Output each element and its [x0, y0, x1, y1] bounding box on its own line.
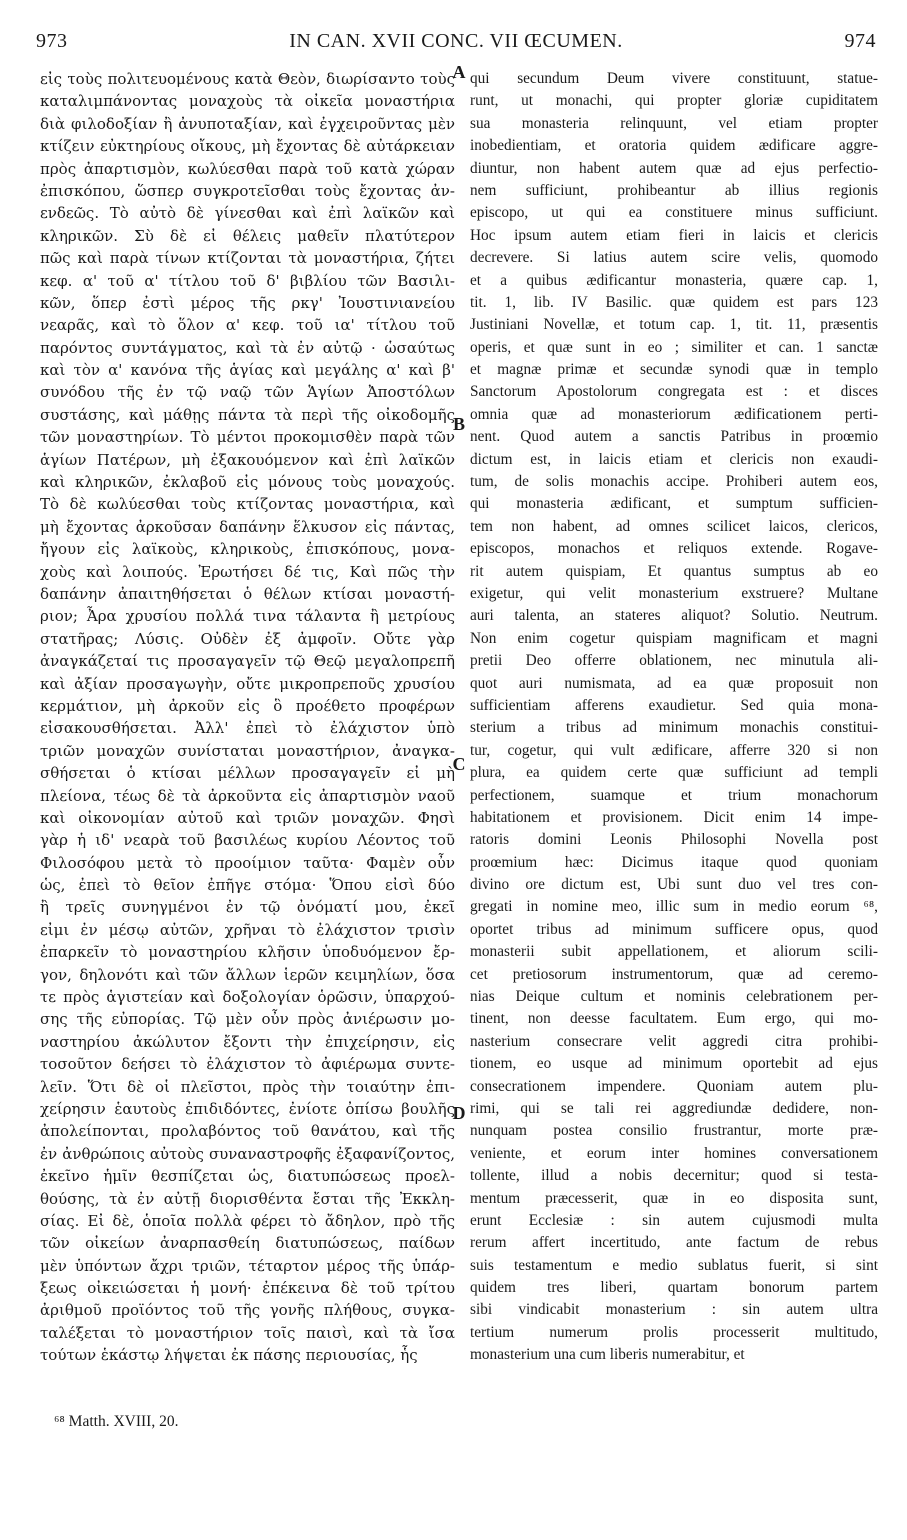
latin-text-line: Non enim cogetur quispiam magnificam et magni: [470, 629, 878, 647]
greek-text-line: ἐκεῖνο ἡμῖν θεσπίζεται ὡς, διατυπώσεως προελ-: [40, 1167, 455, 1186]
latin-text-line: sterium a tribus ad minimum monachis constitui-: [470, 719, 878, 737]
latin-text-line: tinent, non deesse facultatem. Eum ergo, qui mo-: [470, 1010, 878, 1028]
greek-text-line: ξεως οἰκειώσεται ἡ μονή· ἐπέκεινα δὲ τοῦ τρίτου: [40, 1279, 455, 1298]
latin-text-line: mentum præcesserit, quæ in eo disposita sunt,: [470, 1189, 878, 1207]
greek-text-line: ναστηρίου ἀκώλυτον ἔξοντι τὴν ἐπιχείρησιν, εἰς: [40, 1032, 455, 1051]
greek-text-line: διὰ φιλοδοξίαν ἢ ἀνυποταξίαν, καὶ ἐγχειροῦντας μὲν: [40, 114, 455, 133]
latin-text-line: Hoc ipsum autem etiam fieri in laicis et clericis: [470, 226, 878, 244]
latin-text-line: auri talenta, an stateres aliquot? Solutio. Neutrum.: [470, 607, 878, 625]
latin-text-line: quidem tres liberi, quartam bonorum partem: [470, 1279, 878, 1297]
greek-text-line: κληρικῶν. Σὺ δὲ εἰ θέλεις μαθεῖν πλατύτερον: [40, 226, 455, 245]
greek-text-line: σης τῆς εὐπορίας. Τῷ μὲν οὖν πρὸς ἀνιέρωσιν μο-: [40, 1010, 455, 1029]
latin-text-line: operis, et quæ sunt in eo ; similiter et can. 1 sanctæ: [470, 338, 878, 356]
latin-text-line: sufficientiam afferens exaudietur. Sed quia mona-: [470, 696, 878, 714]
greek-text-line: καὶ κληρικῶν, ἐκλαβοῦ εἰς μόνους τοὺς μοναχούς.: [40, 473, 455, 492]
latin-text-line: monasterii subit appellationem, et aliorum scili-: [470, 943, 878, 961]
greek-text-column: [40, 68, 455, 1367]
latin-text-line: consecrationem impendere. Quoniam autem plu-: [470, 1077, 878, 1095]
greek-text-line: στατῆρας; Λύσις. Οὐδὲν ἐξ ἀμφοῖν. Οὔτε γὰρ: [40, 629, 455, 648]
latin-text-line: gregati in nomine meo, illic sum in medio eorum ⁶⁸,: [470, 898, 878, 916]
latin-text-line: tertium numerum prolis processerit multitudo,: [470, 1323, 878, 1341]
greek-text-line: τοσοῦτον δεήσει τὸ ἐλάχιστον τὸ ἀφιέρωμα συντε-: [40, 1055, 455, 1074]
greek-text-line: πλείονα, τέως δὲ τὰ ἀρκοῦντα εἰς ἀπαρτισμὸν ναοῦ: [40, 786, 455, 805]
latin-text-line: tionem, eo usque ad minimum oportebit ad ejus: [470, 1055, 878, 1073]
greek-text-line: χείρησιν ἑαυτοὺς ἐπιδιδόντες, ἐνίοτε ὀπίσω βουλῆς: [40, 1099, 455, 1118]
greek-text-line: τε πρὸς ἁγιστείαν καὶ δοξολογίαν ὁρῶσιν, ὑπαρχού-: [40, 988, 455, 1007]
latin-text-line: inobedientiam, et oratoria quidem ædificare aggre-: [470, 137, 878, 155]
latin-text-line: tur, cogetur, qui vult ædificare, afferre 320 si non: [470, 741, 878, 759]
latin-text-line: suis testamentum e medio sublatus fuerit, si sint: [470, 1256, 878, 1274]
section-marker: D: [452, 1103, 466, 1123]
greek-text-line: καταλιμπάνοντας μοναχοὺς τὰ οἰκεῖα μοναστήρια: [40, 92, 455, 111]
latin-text-column: [470, 68, 878, 1367]
latin-text-line: oportet tribus ad minimum sufficere opus, quod: [470, 920, 878, 938]
greek-text-line: σίας. Εἰ δὲ, ὁποῖα πολλὰ φέρει τὸ ἄδηλον, πρὸ τῆς: [40, 1211, 455, 1230]
latin-text-line: erunt Ecclesiæ : sin autem cujusmodi multa: [470, 1211, 878, 1229]
latin-text-line: plura, ea quidem certe quæ sufficiunt ad templi: [470, 764, 878, 782]
greek-text-line: πρὸς ἀπαρτισμὸν, κωλύεσθαι παρὰ τοῦ κατὰ χώραν: [40, 159, 455, 178]
greek-text-line: χοὺς καὶ λοιπούς. Ἐρωτήσει δέ τις, Καὶ πῶς τὴν: [40, 562, 455, 581]
latin-text-line: rit autem quispiam, Et quantus sumptus ab eo: [470, 562, 878, 580]
latin-text-line: veniente, et eorum inter homines conversationem: [470, 1144, 878, 1162]
greek-text-line: Τὸ δὲ κωλύεσθαι τοὺς κτίζοντας μοναστήρια, καὶ: [40, 495, 455, 514]
latin-text-line: cet pretiosorum instrumentorum, quæ ad ceremo-: [470, 965, 878, 983]
greek-text-line: γον, δηλονότι καὶ τῶν ἄλλων ἱερῶν κειμηλίων, ὅσα: [40, 965, 455, 984]
greek-text-line: εἰμι ἐν μέσῳ αὐτῶν, χρῆναι τὸ ἐλάχιστον τρισὶν: [40, 920, 455, 939]
greek-text-line: ἢ τρεῖς συνηγμένοι ἐν τῷ ὀνόματί μου, ἐκεῖ: [40, 898, 455, 917]
latin-text-line: tem non habent, ad omnes scilicet laicos, clericos,: [470, 517, 878, 535]
greek-text-line: νεαρᾶς, καὶ τὸ ὅλον α' κεφ. τοῦ ια' τίτλου τοῦ: [40, 316, 455, 335]
greek-text-line: ταλέξεται τὸ μοναστήριον τοῖς παισὶ, καὶ τὰ ἴσα: [40, 1323, 455, 1342]
greek-text-line: τῶν μοναστηρίων. Τὸ μέντοι προκομισθὲν παρὰ τῶν: [40, 428, 455, 447]
latin-text-line: monasterium una cum liberis numerabitur, et: [470, 1346, 745, 1364]
latin-text-line: nias Deique cultum et nominis celebrationem per-: [470, 988, 878, 1006]
greek-text-line: εἰσακουσθήσεται. Ἀλλ' ἐπεὶ τὸ ἐλάχιστον ὑπὸ: [40, 719, 455, 738]
greek-text-line: τούτων ἑκάστῳ λήψεται ἐκ πάσης περιουσίας, ἧς: [40, 1346, 418, 1365]
latin-text-line: exigetur, qui velit monasterium exstruere? Multane: [470, 584, 878, 602]
greek-text-line: ἐπαρκεῖν τὸ μοναστηρίου κλῆσιν ὑποδυόμενον ἔρ-: [40, 943, 455, 962]
greek-text-line: τῶν οἰκείων ἀναρπασθείη διατυπώσεως, παίδων: [40, 1234, 455, 1253]
latin-text-line: diuntur, non habent autem quæ ad ejus perfectio-: [470, 159, 878, 177]
greek-text-line: κῶν, ὅπερ ἐστὶ μέρος τῆς ρκγ' Ἰουστινιανείου: [40, 293, 455, 312]
greek-text-line: ἀναγκάζεταί τις προσαγαγεῖν τῷ Θεῷ μεγαλοπρεπῆ: [40, 652, 455, 671]
greek-text-line: τριῶν μοναχῶν συνίσταται μοναστήριον, ἀναγκα-: [40, 741, 455, 760]
greek-text-line: μὲν ὑπόντων ἄχρι τριῶν, τέταρτον μέρος τῆς ὑπάρ-: [40, 1256, 455, 1275]
greek-text-line: κεφ. α' τοῦ α' τίτλου τοῦ δ' βιβλίου τῶν Βασιλι-: [40, 271, 455, 290]
greek-text-line: ὡς, ἐπεὶ τὸ θεῖον ἐπῆγε στόμα· Ὅπου εἰσὶ δύο: [40, 876, 455, 895]
page-number-right: 974: [844, 30, 876, 52]
footnote: ⁶⁸ Matth. XVIII, 20.: [54, 1413, 179, 1430]
latin-text-line: nem sufficiunt, prohibeantur ab illius regionis: [470, 181, 878, 199]
greek-text-line: ἀπολείπονται, προλαβόντος τοῦ θανάτου, καὶ τῆς: [40, 1122, 455, 1141]
greek-text-line: συνόδου τῆς ἐν τῷ ναῷ τῶν Ἁγίων Ἀποστόλων: [40, 383, 455, 402]
latin-text-line: tollente, illud a nobis decernitur; quod si testa-: [470, 1167, 878, 1185]
latin-text-line: nasterium consecrare velit aggredi citra prohibi-: [470, 1032, 878, 1050]
latin-text-line: runt, ut monachi, qui propter gloriæ cupiditatem: [470, 92, 878, 110]
page-header: [36, 30, 876, 62]
latin-text-line: habitationem et provisionem. Dicit enim 14 impe-: [470, 808, 878, 826]
greek-text-line: ἁγίων Πατέρων, μὴ ἐξακουόμενον καὶ ἐπὶ λαϊκῶν: [40, 450, 455, 469]
latin-text-line: ratoris domini Leonis Philosophi Novella post: [470, 831, 878, 849]
latin-text-line: sibi vindicabit monasterium : sin autem ultra: [470, 1301, 878, 1319]
greek-text-line: ἤγουν εἰς λαϊκοὺς, κληρικοὺς, ἐπισκόπους, μονα-: [40, 540, 455, 559]
latin-text-line: rimi, qui se tali rei aggrediundæ dedidere, non-: [470, 1099, 878, 1117]
latin-text-line: pretii Deo offerre oblationem, nec minutula ali-: [470, 652, 878, 670]
section-marker: C: [452, 754, 466, 774]
latin-text-line: Justiniani Novellæ, et totum cap. 1, tit. 11, præsentis: [470, 316, 878, 334]
greek-text-line: παρόντος συντάγματος, καὶ τὰ ἐν αὐτῷ · ὡσαύτως: [40, 338, 455, 357]
latin-text-line: Sanctorum Apostolorum congregata est : et disces: [470, 383, 878, 401]
greek-text-line: συστάσης, καὶ μάθῃς πάντα τὰ περὶ τῆς οἰκοδομῆς: [40, 405, 455, 424]
greek-text-line: ἐπισκόπου, ὥσπερ συγκροτεῖσθαι τοὺς ἔχοντας ἀν-: [40, 181, 455, 200]
greek-text-line: ἀριθμοῦ προϊόντος τοῦ τῆς γονῆς πλήθους, συγκα-: [40, 1301, 455, 1320]
latin-text-line: et a quibus ædificantur monasteria, quære cap. 1,: [470, 271, 878, 289]
greek-text-line: εἰς τοὺς πολιτευομένους κατὰ Θεὸν, διωρίσαντο τοὺς: [40, 70, 455, 88]
greek-text-line: καὶ οἰκονομίαν αὐτοῦ καὶ τριῶν μοναχῶν. Φησὶ: [40, 808, 455, 827]
latin-text-line: episcopo, ut qui ea constituere minus sufficiunt.: [470, 204, 878, 222]
latin-text-line: tum, de solis monachis accipe. Prohiberi autem eos,: [470, 473, 878, 491]
latin-text-line: quot auri numismata, ad ea quæ proposuit non: [470, 674, 878, 692]
latin-text-line: nent. Quod autem a sanctis Patribus in proœmio: [470, 428, 878, 446]
latin-text-line: divino ore dictum est, Ubi sunt duo vel tres con-: [470, 876, 878, 894]
greek-text-line: ἐν ἀνθρώποις αὐτοὺς συναναστροφῆς ἐξαφανίζοντος,: [40, 1144, 455, 1163]
greek-text-line: ριον; Ἆρα χρυσίου πολλά τινα τάλαντα ἢ μετρίους: [40, 607, 455, 626]
section-marker: B: [452, 414, 465, 434]
page-number-left: 973: [36, 30, 68, 52]
latin-text-line: decrevere. Si latius autem scire velis, quomodo: [470, 249, 878, 267]
greek-text-line: γὰρ ἡ ιδ' νεαρὰ τοῦ βασιλέως κυρίου Λέοντος τοῦ: [40, 831, 455, 850]
greek-text-line: καὶ τὸν α' κανόνα τῆς ἁγίας καὶ μεγάλης α' καὶ β': [40, 361, 455, 380]
greek-text-line: θούσης, τὰ ἐν αὐτῇ διορισθέντα ἔσται τῆς Ἐκκλη-: [40, 1189, 455, 1208]
greek-text-line: καὶ ἀξίαν προσαγωγὴν, οὔτε μικροπρεποῦς χρυσίου: [40, 674, 455, 693]
greek-text-line: κτίζειν εὐκτηρίους οἴκους, μὴ ἔχοντας δὲ αὐτάρκειαν: [40, 137, 455, 156]
greek-text-line: δαπάνην ἀπαιτηθήσεται ὁ θέλων κτίσαι μοναστή-: [40, 584, 455, 603]
greek-text-line: μὴ ἔχοντας ἀρκοῦσαν δαπάνην ἕλκυσον εἰς πάντας,: [40, 517, 455, 536]
greek-text-line: σθήσεται ὁ κτίσαι μέλλων προσαγαγεῖν εἰ μὴ: [40, 764, 455, 783]
latin-text-line: episcopos, monachos et reliquos extende. Rogave-: [470, 540, 878, 558]
greek-text-line: κερμάτιον, μὴ ἀρκοῦν εἰς ὃ προέθετο προφέρων: [40, 696, 455, 715]
latin-text-line: nunquam postea consilio frustrantur, morte præ-: [470, 1122, 878, 1140]
running-title: IN CAN. XVII CONC. VII ŒCUMEN.: [289, 30, 623, 52]
latin-text-line: dictum est, in laicis etiam et clericis non exaudi-: [470, 450, 878, 468]
latin-text-line: tit. 1, lib. IV Basilic. quæ quidem est pars 123: [470, 293, 878, 311]
latin-text-line: proœmium hæc: Dicimus itaque quod quoniam: [470, 853, 878, 871]
latin-text-line: rerum affert incertitudo, ante factum de rebus: [470, 1234, 878, 1252]
greek-text-line: ενδεῶς. Τὸ αὐτὸ δὲ γίνεσθαι καὶ ἐπὶ λαϊκῶν καὶ: [40, 204, 455, 223]
section-marker: A: [452, 62, 466, 82]
latin-text-line: qui monasteria ædificant, et sumptum sufficien-: [470, 495, 878, 513]
latin-text-line: perfectionem, suamque et trium monachorum: [470, 786, 878, 804]
greek-text-line: λεῖν. Ὅτι δὲ οἱ πλεῖστοι, πρὸς τὴν τοιαύτην ἐπι-: [40, 1077, 455, 1096]
latin-text-line: sua monasteria relinquunt, vel etiam propter: [470, 114, 878, 132]
latin-text-line: omnia quæ ad monasteriorum ædificationem perti-: [470, 405, 878, 423]
latin-text-line: et magnæ primæ et secundæ synodi quæ in templo: [470, 361, 878, 379]
latin-text-line: qui secundum Deum vivere constituunt, statue-: [470, 70, 878, 87]
greek-text-line: Φιλοσόφου μετὰ τὸ προοίμιον ταῦτα· Φαμὲν οὖν: [40, 853, 455, 872]
greek-text-line: πῶς καὶ παρὰ τίνων κτίζονται τὰ μοναστήρια, ζήτει: [40, 249, 455, 268]
